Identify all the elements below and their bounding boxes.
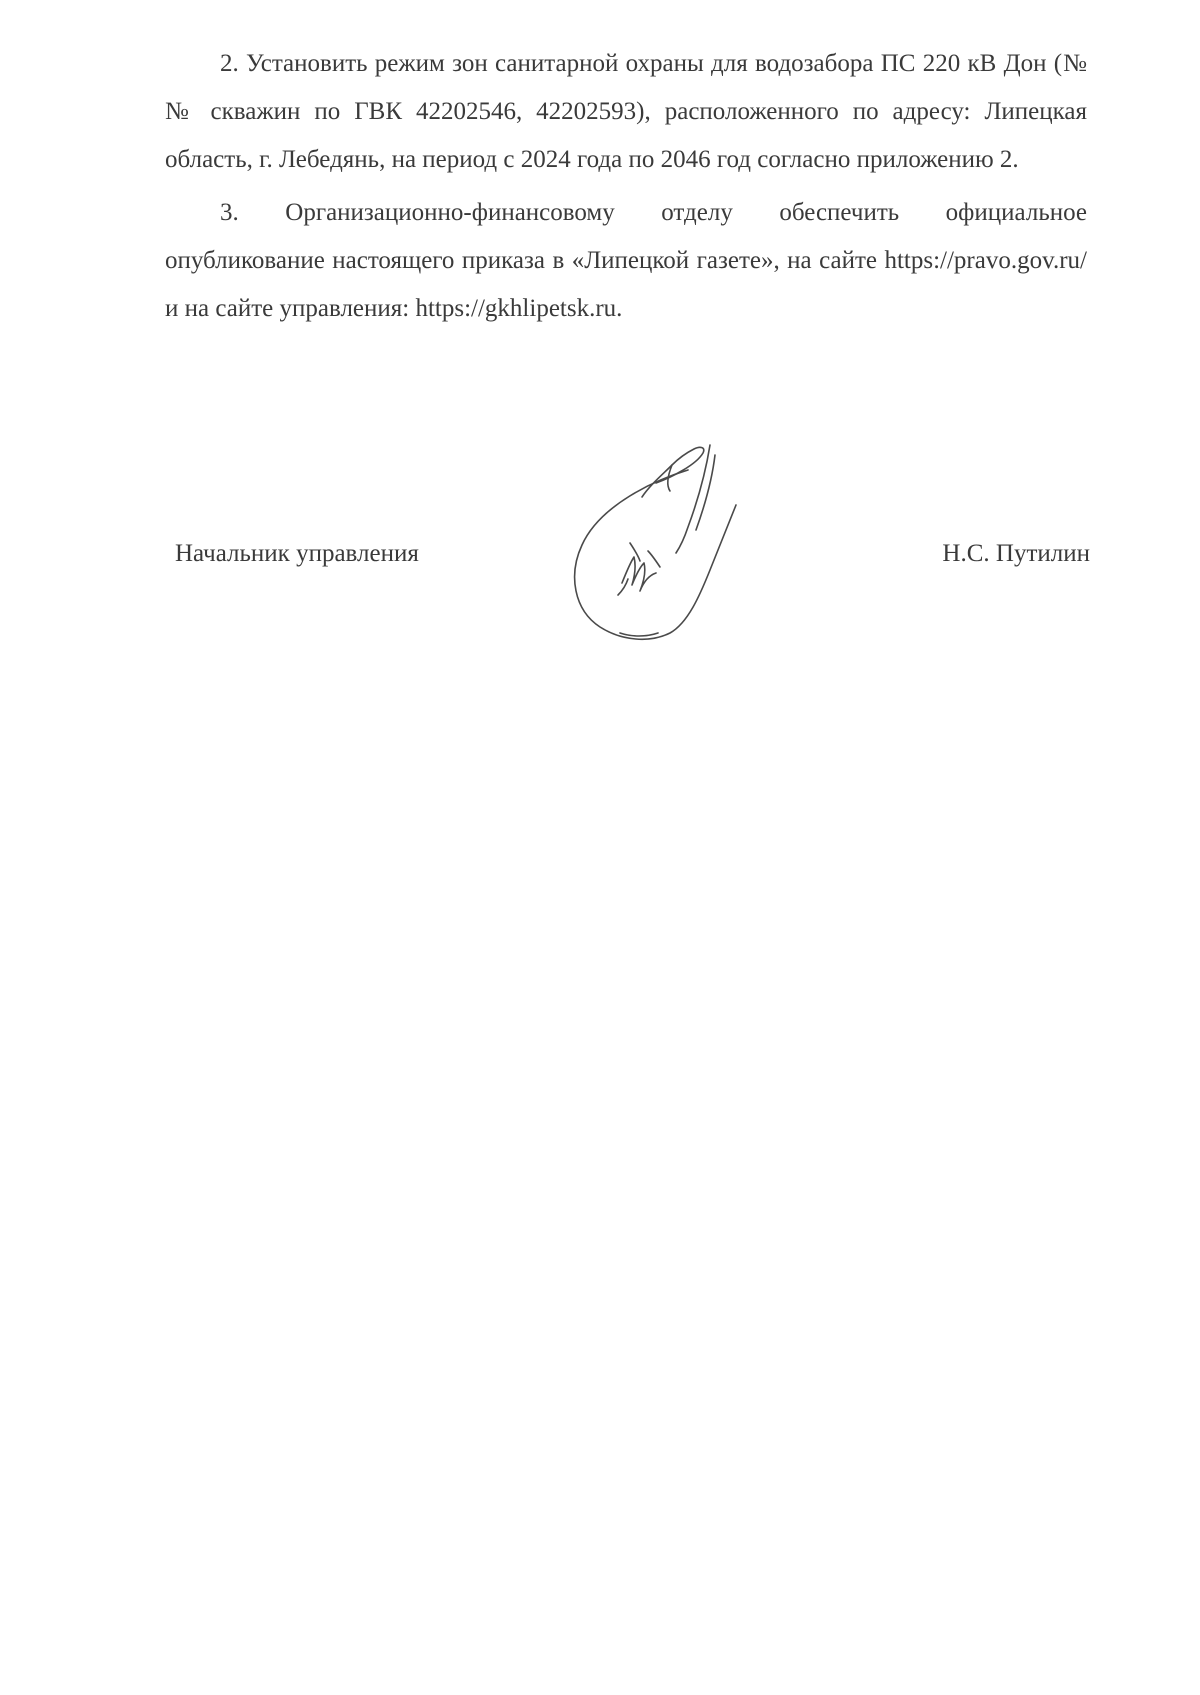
signer-position: Начальник управления [175,540,419,567]
paragraph-2: 2. Установить режим зон санитарной охраны для водозабора ПС 220 кВ Дон (№№ скважин по ГВК 42202546, 42202593), расположенного по адресу: Липецкая область, г. Лебедянь, на период с 2024 года по 2046 год согласно приложению 2. [165,50,1087,173]
paragraph-3: 3. Организационно-финансовому отделу обеспечить официальное опубликование настоящего приказа в «Липецкой газете», на сайте https://pravo.gov.ru/ и на сайте управления: https://gkhlipetsk.ru. [165,199,1087,322]
document-body [165,40,1087,338]
signer-name: Н.С. Путилин [942,540,1090,567]
handwritten-signature-icon [560,435,790,655]
